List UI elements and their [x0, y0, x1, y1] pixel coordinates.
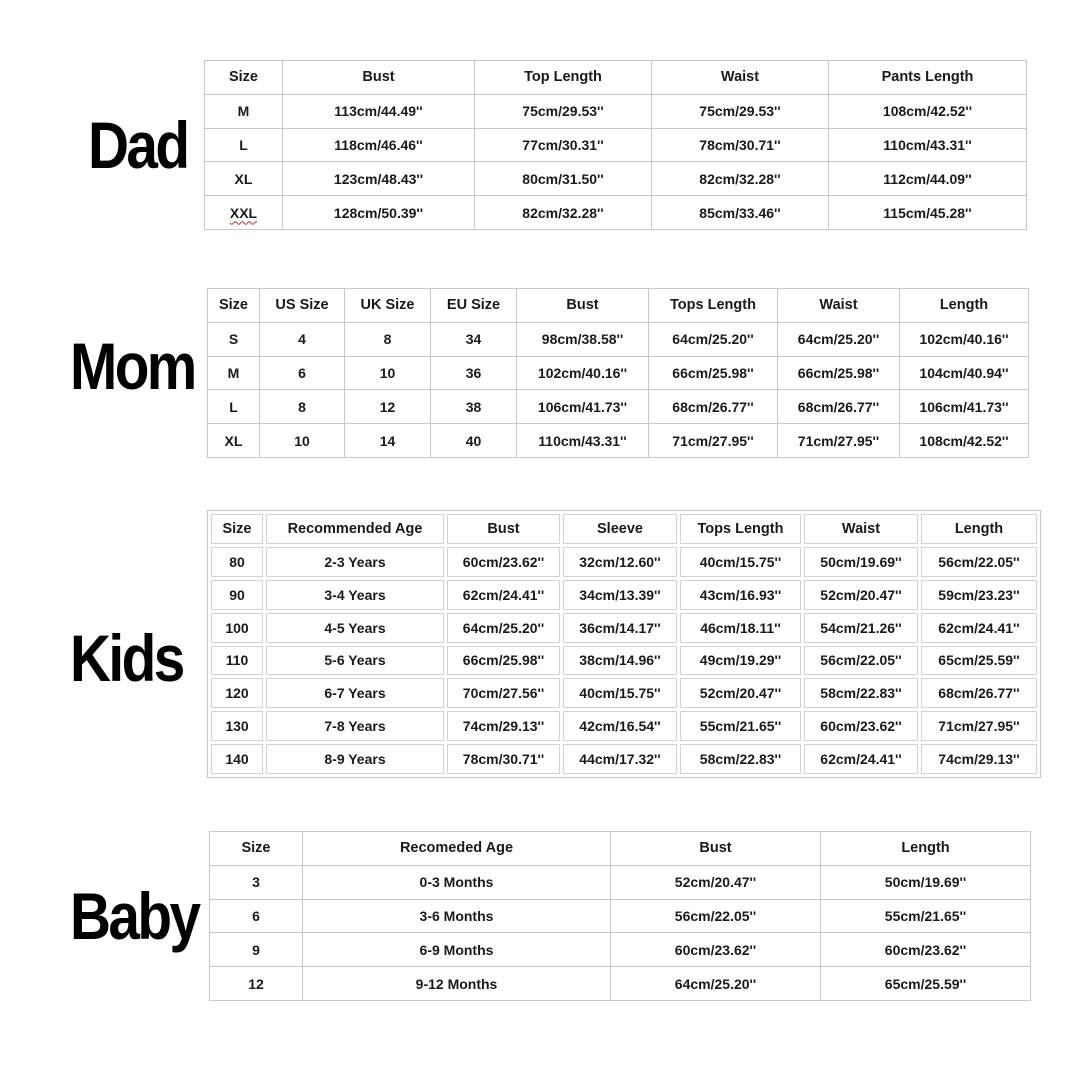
dad-table-cell	[283, 162, 475, 196]
mom-table-cell	[649, 322, 778, 356]
kids-cell-text: 62cm/24.41''	[462, 586, 545, 603]
dad-table-cell	[652, 162, 829, 196]
mom-header-cell: Length	[900, 289, 1029, 323]
kids-cell-text: 66cm/25.98''	[462, 652, 545, 669]
kids-cell-text: 42cm/16.54''	[579, 718, 661, 735]
baby-table-cell	[303, 967, 611, 1001]
baby-table-cell	[210, 865, 303, 899]
baby-header-cell: Length	[821, 832, 1031, 866]
dad-cell-text: 75cm/29.53''	[699, 103, 781, 120]
dad-table-cell	[652, 196, 829, 230]
kids-cell-text: 68cm/26.77''	[938, 685, 1020, 702]
kids-size-table	[207, 510, 1041, 778]
kids-cell-text: 3-4 Years	[324, 586, 386, 603]
kids-table-cell	[563, 744, 677, 774]
dad-table-cell	[283, 94, 475, 128]
mom-table-cell	[345, 322, 431, 356]
mom-cell-text: 64cm/25.20''	[797, 331, 880, 348]
kids-header-cell: Sleeve	[563, 514, 677, 544]
mom-cell-text: 6	[298, 364, 306, 381]
kids-cell-text: 52cm/20.47''	[699, 685, 782, 702]
mom-table-cell	[517, 356, 649, 390]
baby-cell-text: 3	[252, 874, 260, 891]
kids-table-cell	[211, 547, 263, 577]
baby-label: Baby	[70, 879, 199, 953]
mom-table-cell	[260, 424, 345, 458]
kids-header-cell: Size	[211, 514, 263, 544]
mom-cell-text: 64cm/25.20''	[672, 331, 754, 348]
baby-cell-text: 64cm/25.20''	[674, 975, 757, 992]
kids-cell-text: 40cm/15.75''	[579, 685, 661, 702]
kids-table-row	[211, 613, 1037, 643]
mom-cell-text: 102cm/40.16''	[919, 331, 1009, 348]
baby-table-cell	[303, 899, 611, 933]
mom-table-row	[208, 424, 1029, 458]
baby-cell-text: 6	[252, 907, 260, 924]
kids-table-cell	[266, 547, 444, 577]
dad-cell-text: 108cm/42.52''	[882, 103, 973, 120]
kids-cell-text: 65cm/25.59''	[938, 652, 1020, 669]
kids-table-cell	[447, 547, 560, 577]
dad-table-cell	[283, 196, 475, 230]
kids-cell-text: 60cm/23.62''	[462, 553, 545, 570]
kids-cell-text: 110	[225, 652, 249, 669]
dad-cell-text: 82cm/32.28''	[699, 170, 781, 187]
mom-table-cell	[778, 390, 900, 424]
dad-cell-text: 82cm/32.28''	[522, 204, 604, 221]
kids-cell-text: 32cm/12.60''	[579, 553, 661, 570]
kids-table-cell	[563, 547, 677, 577]
kids-table-cell	[447, 744, 560, 774]
baby-table-cell	[611, 933, 821, 967]
kids-header-cell: Length	[921, 514, 1037, 544]
baby-table-row	[210, 933, 1031, 967]
kids-table-cell	[563, 678, 677, 708]
kids-table-cell	[680, 646, 801, 676]
mom-header-row	[208, 289, 1029, 323]
mom-cell-text: 34	[465, 331, 482, 348]
dad-table-cell	[205, 196, 283, 230]
kids-cell-text: 7-8 Years	[324, 718, 386, 735]
dad-table-cell	[205, 94, 283, 128]
kids-label: Kids	[70, 621, 183, 695]
kids-table-cell	[211, 580, 263, 610]
dad-cell-text: 113cm/44.49''	[334, 103, 423, 120]
mom-cell-text: 71cm/27.95''	[672, 432, 754, 449]
kids-cell-text: 80	[229, 553, 245, 570]
kids-table-cell	[563, 711, 677, 741]
kids-cell-text: 49cm/19.29''	[699, 652, 782, 669]
kids-cell-text: 40cm/15.75''	[699, 553, 782, 570]
kids-cell-text: 130	[225, 718, 249, 735]
dad-header-cell: Bust	[283, 61, 475, 95]
baby-table-cell	[821, 899, 1031, 933]
baby-cell-text: 6-9 Months	[419, 941, 494, 958]
kids-cell-text: 60cm/23.62''	[820, 718, 902, 735]
dad-header-cell: Pants Length	[829, 61, 1027, 95]
baby-cell-text: 12	[248, 975, 264, 992]
kids-cell-text: 90	[229, 586, 245, 603]
kids-cell-text: 46cm/18.11''	[700, 619, 781, 636]
kids-cell-text: 43cm/16.93''	[699, 586, 782, 603]
baby-table-cell	[303, 933, 611, 967]
dad-table-cell	[829, 128, 1027, 162]
dad-table-cell	[205, 128, 283, 162]
dad-table-row	[205, 162, 1027, 196]
mom-table-row	[208, 356, 1029, 390]
dad-cell-text: 80cm/31.50''	[522, 170, 604, 187]
dad-header-cell: Waist	[652, 61, 829, 95]
kids-table-cell	[447, 580, 560, 610]
kids-cell-text: 59cm/23.23''	[938, 586, 1020, 603]
kids-table-cell	[447, 711, 560, 741]
mom-table-cell	[431, 424, 517, 458]
mom-cell-text: 14	[379, 432, 396, 449]
mom-cell-text: 36	[465, 364, 482, 381]
kids-cell-text: 140	[225, 751, 249, 768]
dad-label: Dad	[88, 108, 188, 182]
kids-cell-text: 78cm/30.71''	[462, 751, 545, 768]
dad-cell-text: L	[239, 136, 248, 153]
baby-cell-text: 55cm/21.65''	[884, 907, 967, 924]
mom-cell-text: XL	[224, 432, 243, 449]
mom-table-cell	[900, 424, 1029, 458]
mom-table-cell	[431, 390, 517, 424]
mom-header-cell: EU Size	[431, 289, 517, 323]
baby-cell-text: 65cm/25.59''	[884, 975, 967, 992]
mom-table-cell	[208, 424, 260, 458]
kids-table-row	[211, 711, 1037, 741]
mom-table-cell	[778, 356, 900, 390]
kids-cell-text: 62cm/24.41''	[820, 751, 902, 768]
kids-cell-text: 6-7 Years	[324, 685, 386, 702]
kids-cell-text: 58cm/22.83''	[820, 685, 902, 702]
kids-cell-text: 120	[225, 685, 249, 702]
mom-table-cell	[260, 390, 345, 424]
mom-cell-text: 106cm/41.73''	[537, 398, 628, 415]
mom-cell-text: 40	[465, 432, 482, 449]
dad-header-cell: Size	[205, 61, 283, 95]
mom-cell-text: 10	[379, 364, 396, 381]
baby-header-cell: Recomeded Age	[303, 832, 611, 866]
baby-table-cell	[210, 899, 303, 933]
dad-table-cell	[475, 196, 652, 230]
kids-cell-text: 38cm/14.96''	[579, 652, 661, 669]
mom-header-cell: UK Size	[345, 289, 431, 323]
mom-table-cell	[649, 356, 778, 390]
mom-table-cell	[517, 424, 649, 458]
dad-cell-text: M	[237, 103, 250, 120]
dad-table-row	[205, 128, 1027, 162]
baby-table-cell	[210, 933, 303, 967]
kids-table-row	[211, 547, 1037, 577]
baby-table-cell	[210, 967, 303, 1001]
mom-table-cell	[649, 390, 778, 424]
mom-cell-text: 104cm/40.94''	[919, 364, 1009, 381]
kids-table-cell	[266, 646, 444, 676]
baby-header-row	[210, 832, 1031, 866]
baby-cell-text: 56cm/22.05''	[674, 907, 757, 924]
kids-table-cell	[921, 580, 1037, 610]
kids-cell-text: 54cm/21.26''	[820, 619, 902, 636]
mom-table-cell	[208, 390, 260, 424]
kids-table-cell	[921, 613, 1037, 643]
mom-table-row	[208, 322, 1029, 356]
baby-size-table	[209, 831, 1031, 1001]
dad-header-cell: Top Length	[475, 61, 652, 95]
mom-table-cell	[431, 356, 517, 390]
kids-table-cell	[921, 547, 1037, 577]
kids-table-cell	[211, 678, 263, 708]
mom-cell-text: L	[229, 398, 238, 415]
mom-table-cell	[778, 322, 900, 356]
mom-cell-text: 10	[294, 432, 310, 449]
mom-cell-text: 108cm/42.52''	[919, 432, 1009, 449]
dad-table-row	[205, 94, 1027, 128]
dad-table-cell	[829, 196, 1027, 230]
kids-table-cell	[563, 613, 677, 643]
kids-table-cell	[804, 646, 918, 676]
kids-header-cell: Waist	[804, 514, 918, 544]
mom-cell-text: 68cm/26.77''	[672, 398, 754, 415]
mom-cell-text: 68cm/26.77''	[797, 398, 880, 415]
kids-cell-text: 36cm/14.17''	[579, 619, 661, 636]
mom-header-cell: Size	[208, 289, 260, 323]
baby-table-cell	[821, 933, 1031, 967]
kids-table-cell	[804, 678, 918, 708]
baby-cell-text: 0-3 Months	[419, 874, 494, 891]
kids-cell-text: 58cm/22.83''	[699, 751, 782, 768]
kids-table-cell	[447, 678, 560, 708]
baby-table-cell	[821, 865, 1031, 899]
baby-cell-text: 50cm/19.69''	[884, 874, 967, 891]
kids-table-cell	[921, 711, 1037, 741]
mom-table-cell	[260, 356, 345, 390]
kids-table-cell	[447, 613, 560, 643]
kids-table-cell	[211, 646, 263, 676]
baby-table-cell	[611, 865, 821, 899]
dad-cell-text: 85cm/33.46''	[699, 204, 781, 221]
dad-header-row	[205, 61, 1027, 95]
baby-cell-text: 9	[252, 941, 260, 958]
kids-table-row	[211, 744, 1037, 774]
kids-cell-text: 44cm/17.32''	[579, 751, 661, 768]
mom-cell-text: M	[227, 364, 240, 381]
dad-table-cell	[829, 162, 1027, 196]
baby-cell-text: 60cm/23.62''	[884, 941, 967, 958]
mom-table-cell	[900, 356, 1029, 390]
kids-cell-text: 52cm/20.47''	[820, 586, 902, 603]
dad-table-cell	[205, 162, 283, 196]
kids-table-cell	[680, 744, 801, 774]
kids-table-cell	[211, 744, 263, 774]
kids-table-cell	[804, 711, 918, 741]
kids-cell-text: 2-3 Years	[324, 553, 386, 570]
dad-table-cell	[475, 128, 652, 162]
mom-cell-text: S	[228, 331, 239, 348]
baby-header-cell: Size	[210, 832, 303, 866]
baby-header-cell: Bust	[611, 832, 821, 866]
mom-table-cell	[260, 322, 345, 356]
mom-cell-text: 12	[379, 398, 396, 415]
kids-table-row	[211, 678, 1037, 708]
mom-table-cell	[345, 356, 431, 390]
kids-cell-text: 100	[225, 619, 249, 636]
dad-table-cell	[283, 128, 475, 162]
kids-table-cell	[680, 678, 801, 708]
mom-table-cell	[345, 424, 431, 458]
mom-cell-text: 8	[298, 398, 306, 415]
kids-cell-text: 5-6 Years	[324, 652, 386, 669]
kids-cell-text: 50cm/19.69''	[820, 553, 902, 570]
dad-cell-text: XL	[234, 170, 253, 187]
dad-table-cell	[829, 94, 1027, 128]
kids-table-cell	[804, 744, 918, 774]
baby-table-row	[210, 865, 1031, 899]
baby-table-cell	[611, 899, 821, 933]
dad-cell-text: 78cm/30.71''	[699, 136, 781, 153]
kids-cell-text: 4-5 Years	[324, 619, 386, 636]
kids-table-cell	[680, 613, 801, 643]
baby-cell-text: 9-12 Months	[415, 975, 498, 992]
mom-table-cell	[517, 390, 649, 424]
kids-table-cell	[804, 547, 918, 577]
kids-table-cell	[921, 678, 1037, 708]
kids-table-cell	[921, 744, 1037, 774]
dad-table-cell	[475, 94, 652, 128]
baby-table-row	[210, 899, 1031, 933]
baby-table-cell	[611, 967, 821, 1001]
kids-cell-text: 8-9 Years	[324, 751, 386, 768]
kids-table-cell	[804, 613, 918, 643]
mom-table-cell	[208, 322, 260, 356]
mom-table-cell	[517, 322, 649, 356]
baby-table-cell	[303, 865, 611, 899]
mom-table-cell	[900, 390, 1029, 424]
kids-table-cell	[804, 580, 918, 610]
mom-table-cell	[649, 424, 778, 458]
dad-cell-text: 128cm/50.39''	[333, 204, 424, 221]
baby-cell-text: 60cm/23.62''	[674, 941, 757, 958]
baby-table-cell	[821, 967, 1031, 1001]
kids-cell-text: 74cm/29.13''	[462, 718, 545, 735]
mom-table-cell	[900, 322, 1029, 356]
kids-cell-text: 70cm/27.56''	[462, 685, 545, 702]
mom-header-cell: Bust	[517, 289, 649, 323]
mom-size-table	[207, 288, 1029, 458]
kids-table-cell	[563, 646, 677, 676]
kids-cell-text: 34cm/13.39''	[579, 586, 661, 603]
kids-header-cell: Recommended Age	[266, 514, 444, 544]
mom-cell-text: 8	[383, 331, 392, 348]
mom-table-cell	[431, 322, 517, 356]
mom-cell-text: 110cm/43.31''	[538, 432, 627, 449]
dad-table-row	[205, 196, 1027, 230]
kids-cell-text: 56cm/22.05''	[938, 553, 1020, 570]
kids-table-cell	[921, 646, 1037, 676]
dad-cell-text: 118cm/46.46''	[334, 136, 423, 153]
kids-cell-text: 74cm/29.13''	[938, 751, 1020, 768]
baby-cell-text: 52cm/20.47''	[674, 874, 757, 891]
dad-table-cell	[652, 128, 829, 162]
mom-cell-text: 98cm/38.58''	[541, 331, 624, 348]
kids-cell-text: 55cm/21.65''	[699, 718, 782, 735]
kids-table-cell	[680, 547, 801, 577]
mom-header-cell: US Size	[260, 289, 345, 323]
baby-table-row	[210, 967, 1031, 1001]
kids-table-cell	[680, 580, 801, 610]
mom-cell-text: 106cm/41.73''	[919, 398, 1009, 415]
kids-table-row	[211, 580, 1037, 610]
mom-cell-text: 38	[465, 398, 482, 415]
dad-cell-text: 110cm/43.31''	[883, 136, 972, 153]
mom-table-row	[208, 390, 1029, 424]
dad-cell-text: 123cm/48.43''	[333, 170, 424, 187]
mom-table-cell	[208, 356, 260, 390]
mom-cell-text: 4	[298, 331, 306, 348]
mom-cell-text: 71cm/27.95''	[797, 432, 880, 449]
kids-table-cell	[211, 613, 263, 643]
kids-table-cell	[211, 711, 263, 741]
kids-table-cell	[447, 646, 560, 676]
kids-header-cell: Tops Length	[680, 514, 801, 544]
kids-table-cell	[266, 711, 444, 741]
kids-table-row	[211, 646, 1037, 676]
dad-cell-text: XXL	[229, 204, 258, 221]
dad-table-cell	[475, 162, 652, 196]
mom-cell-text: 102cm/40.16''	[537, 364, 628, 381]
kids-header-cell: Bust	[447, 514, 560, 544]
mom-cell-text: 66cm/25.98''	[797, 364, 880, 381]
kids-cell-text: 62cm/24.41''	[938, 619, 1020, 636]
mom-cell-text: 66cm/25.98''	[672, 364, 754, 381]
dad-cell-text: 115cm/45.28''	[883, 204, 972, 221]
dad-cell-text: 77cm/30.31''	[522, 136, 604, 153]
baby-cell-text: 3-6 Months	[419, 907, 494, 924]
kids-table-cell	[266, 580, 444, 610]
mom-table-cell	[345, 390, 431, 424]
mom-header-cell: Waist	[778, 289, 900, 323]
dad-size-table	[204, 60, 1027, 230]
mom-label: Mom	[70, 329, 195, 403]
kids-header-row	[211, 514, 1037, 544]
kids-table-cell	[266, 744, 444, 774]
mom-table-cell	[778, 424, 900, 458]
kids-cell-text: 64cm/25.20''	[462, 619, 545, 636]
kids-cell-text: 56cm/22.05''	[820, 652, 902, 669]
kids-table-cell	[266, 613, 444, 643]
kids-cell-text: 71cm/27.95''	[938, 718, 1020, 735]
kids-table-cell	[680, 711, 801, 741]
kids-table-cell	[266, 678, 444, 708]
mom-header-cell: Tops Length	[649, 289, 778, 323]
dad-cell-text: 75cm/29.53''	[522, 103, 604, 120]
dad-cell-text: 112cm/44.09''	[883, 170, 972, 187]
kids-table-cell	[563, 580, 677, 610]
dad-table-cell	[652, 94, 829, 128]
